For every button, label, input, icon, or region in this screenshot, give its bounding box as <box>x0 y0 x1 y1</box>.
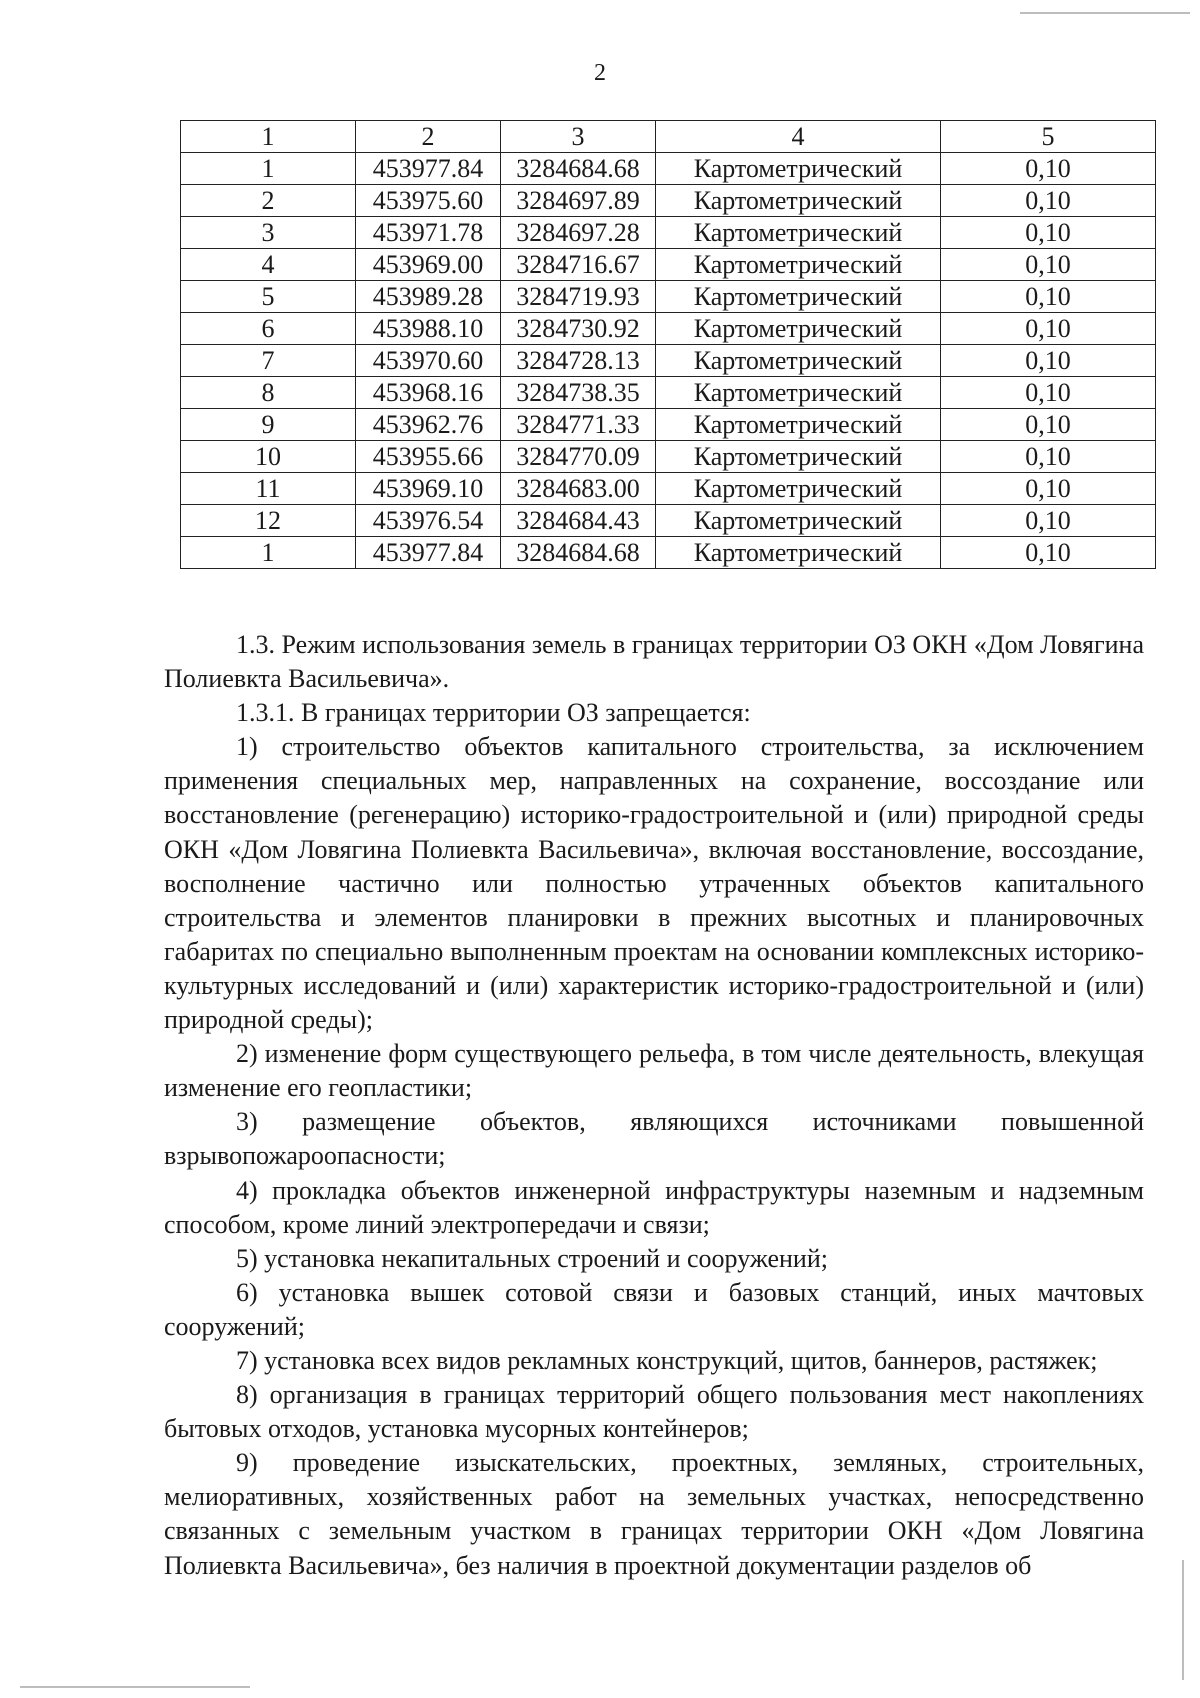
table-cell: 0,10 <box>941 281 1156 313</box>
table-cell: Картометрический <box>656 377 941 409</box>
table-cell: Картометрический <box>656 217 941 249</box>
table-cell: Картометрический <box>656 281 941 313</box>
header-cell: 1 <box>181 121 356 153</box>
table-cell: 0,10 <box>941 153 1156 185</box>
table-row <box>181 153 1156 185</box>
table-cell: 453969.10 <box>356 473 501 505</box>
list-item: 3) размещение объектов, являющихся источниками повышенной взрывопожароопасности; <box>164 1107 1144 1171</box>
table-row <box>181 281 1156 313</box>
table-cell: Картометрический <box>656 345 941 377</box>
table-cell: Картометрический <box>656 473 941 505</box>
table-cell: 0,10 <box>941 313 1156 345</box>
table-header-row <box>181 121 1156 153</box>
table-cell: 3284719.93 <box>501 281 656 313</box>
page-number: 2 <box>594 60 606 86</box>
table-cell: 0,10 <box>941 249 1156 281</box>
table-cell: Картометрический <box>656 249 941 281</box>
table-row <box>181 217 1156 249</box>
header-cell: 5 <box>941 121 1156 153</box>
list-item: 1) строительство объектов капитального строительства, за исключением применения специальных мер, направленных на сохранение, воссоздание или восстановление (регенерацию) историко-градостроительной и (или) природной среды ОКН «Дом Ловягина Полиевкта Васильевича», включая восстановление, воссоздание, восполнение частично или полностью утраченных объектов капитального строительства и элементов планировки в прежних высотных и планировочных габаритах по специально выполненным проектам на основании комплексных историко-культурных исследований и (или) характеристик историко-градостроительной и (или) природной среды); <box>164 732 1144 1035</box>
table-cell: Картометрический <box>656 185 941 217</box>
subsection-heading: 1.3.1. В границах территории ОЗ запрещается: <box>236 698 751 728</box>
table-row <box>181 185 1156 217</box>
table-cell: 453977.84 <box>356 153 501 185</box>
table-cell: 0,10 <box>941 441 1156 473</box>
table-cell: 3284738.35 <box>501 377 656 409</box>
table-cell: 453955.66 <box>356 441 501 473</box>
table-cell: 6 <box>181 313 356 345</box>
table-cell: 3284697.28 <box>501 217 656 249</box>
table-cell: 3284697.89 <box>501 185 656 217</box>
table-cell: 0,10 <box>941 217 1156 249</box>
list-item: 6) установка вышек сотовой связи и базовых станций, иных мачтовых сооружений; <box>164 1277 1144 1341</box>
table-cell: Картометрический <box>656 537 941 569</box>
scan-edge-bottom <box>20 1686 250 1688</box>
document-body <box>164 628 1144 1583</box>
table-cell: Картометрический <box>656 153 941 185</box>
table-cell: 1 <box>181 537 356 569</box>
table-cell: Картометрический <box>656 441 941 473</box>
table-cell: 0,10 <box>941 473 1156 505</box>
list-item: 9) проведение изыскательских, проектных, земляных, строительных, мелиоративных, хозяйственных работ на земельных участках, непосредственно связанных с земельным участком в границах территории ОКН «Дом Ловягина Полиевкта Васильевича», без наличия в проектной документации разделов об <box>164 1448 1144 1580</box>
table-row <box>181 409 1156 441</box>
table-cell: 5 <box>181 281 356 313</box>
table-cell: 3284684.68 <box>501 153 656 185</box>
table-cell: 3284684.43 <box>501 505 656 537</box>
table-cell: 3284684.68 <box>501 537 656 569</box>
table-cell: 453968.16 <box>356 377 501 409</box>
table-cell: 3284728.13 <box>501 345 656 377</box>
table-cell: 8 <box>181 377 356 409</box>
scan-edge-right <box>1182 1560 1184 1680</box>
table-row <box>181 441 1156 473</box>
table-cell: 4 <box>181 249 356 281</box>
table-cell: 0,10 <box>941 377 1156 409</box>
table-body <box>181 153 1156 569</box>
list-item: 5) установка некапитальных строений и сооружений; <box>236 1243 828 1273</box>
table-cell: 453962.76 <box>356 409 501 441</box>
table-cell: 3284683.00 <box>501 473 656 505</box>
list-item: 7) установка всех видов рекламных конструкций, щитов, баннеров, растяжек; <box>236 1345 1098 1375</box>
table-cell: 3284771.33 <box>501 409 656 441</box>
header-cell: 3 <box>501 121 656 153</box>
table-cell: 453989.28 <box>356 281 501 313</box>
table-cell: 453976.54 <box>356 505 501 537</box>
table-cell: 453977.84 <box>356 537 501 569</box>
table-cell: 0,10 <box>941 505 1156 537</box>
table-cell: 0,10 <box>941 537 1156 569</box>
list-item: 8) организация в границах территорий общего пользования мест накоплениях бытовых отходов, установка мусорных контейнеров; <box>164 1380 1144 1444</box>
table-cell: 3284716.67 <box>501 249 656 281</box>
table-cell: 3284730.92 <box>501 313 656 345</box>
header-cell: 2 <box>356 121 501 153</box>
table-row <box>181 345 1156 377</box>
list-item: 2) изменение форм существующего рельефа, в том числе деятельность, влекущая изменение его геопластики; <box>164 1039 1144 1103</box>
table-cell: 3284770.09 <box>501 441 656 473</box>
table-cell: Картометрический <box>656 313 941 345</box>
table-cell: 0,10 <box>941 345 1156 377</box>
table-row <box>181 473 1156 505</box>
table-cell: 453988.10 <box>356 313 501 345</box>
table-cell: 11 <box>181 473 356 505</box>
coordinates-table <box>180 120 1156 569</box>
table-cell: 7 <box>181 345 356 377</box>
table-cell: 0,10 <box>941 185 1156 217</box>
table-row <box>181 313 1156 345</box>
table-cell: 0,10 <box>941 409 1156 441</box>
header-cell: 4 <box>656 121 941 153</box>
section-heading: 1.3. Режим использования земель в границах территории ОЗ ОКН «Дом Ловягина Полиевкта Васильевича». <box>164 630 1144 694</box>
table-row <box>181 249 1156 281</box>
table-cell: 3 <box>181 217 356 249</box>
table-cell: 9 <box>181 409 356 441</box>
table-cell: 10 <box>181 441 356 473</box>
scan-edge-top <box>1020 12 1190 14</box>
list-item: 4) прокладка объектов инженерной инфраструктуры наземным и надземным способом, кроме линий электропередачи и связи; <box>164 1175 1144 1239</box>
table-cell: 12 <box>181 505 356 537</box>
table-cell: 1 <box>181 153 356 185</box>
table-cell: 2 <box>181 185 356 217</box>
table-cell: Картометрический <box>656 505 941 537</box>
table-cell: 453970.60 <box>356 345 501 377</box>
table-row <box>181 505 1156 537</box>
table-cell: 453971.78 <box>356 217 501 249</box>
table-row <box>181 377 1156 409</box>
table-cell: Картометрический <box>656 409 941 441</box>
table-cell: 453975.60 <box>356 185 501 217</box>
table-cell: 453969.00 <box>356 249 501 281</box>
table-row <box>181 537 1156 569</box>
